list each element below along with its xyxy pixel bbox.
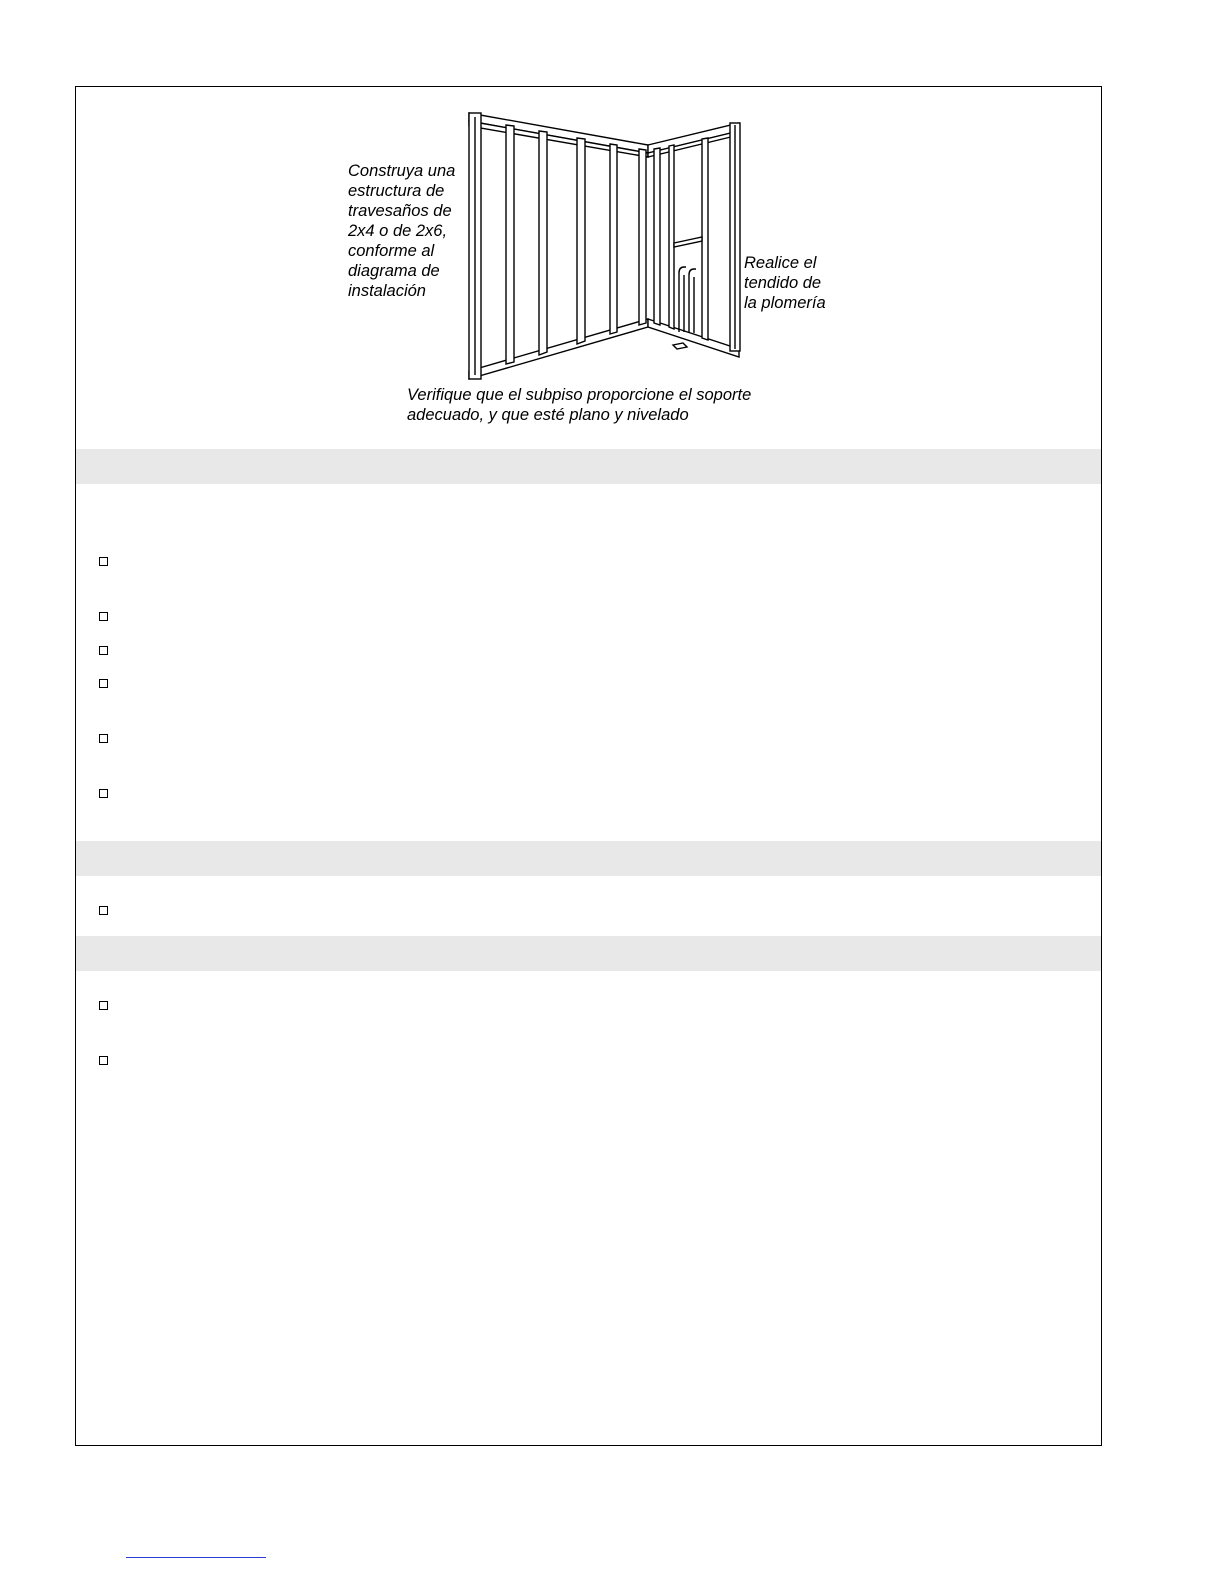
checklist-checkbox[interactable] — [99, 1056, 108, 1065]
framing-illustration — [76, 87, 1101, 449]
section-band-3 — [76, 936, 1101, 971]
checklist-checkbox[interactable] — [99, 734, 108, 743]
page-frame — [75, 86, 1102, 1446]
footer-link-underline — [126, 1557, 266, 1558]
section-band-1 — [76, 449, 1101, 484]
checklist-checkbox[interactable] — [99, 789, 108, 798]
checklist-checkbox[interactable] — [99, 679, 108, 688]
section-band-2 — [76, 841, 1101, 876]
framing-callout: Construya una estructura de travesaños de 2x4 o de 2x6, conforme al diagrama de instalación — [348, 162, 456, 300]
checklist-checkbox[interactable] — [99, 646, 108, 655]
checklist-checkbox[interactable] — [99, 1001, 108, 1010]
subfloor-callout: Verifique que el subpiso proporcione el soporte adecuado, y que esté plano y nivelado — [407, 386, 752, 424]
plumbing-callout: Realice el tendido de la plomería — [744, 254, 826, 312]
checklist-checkbox[interactable] — [99, 906, 108, 915]
checklist-checkbox[interactable] — [99, 612, 108, 621]
checklist-checkbox[interactable] — [99, 557, 108, 566]
